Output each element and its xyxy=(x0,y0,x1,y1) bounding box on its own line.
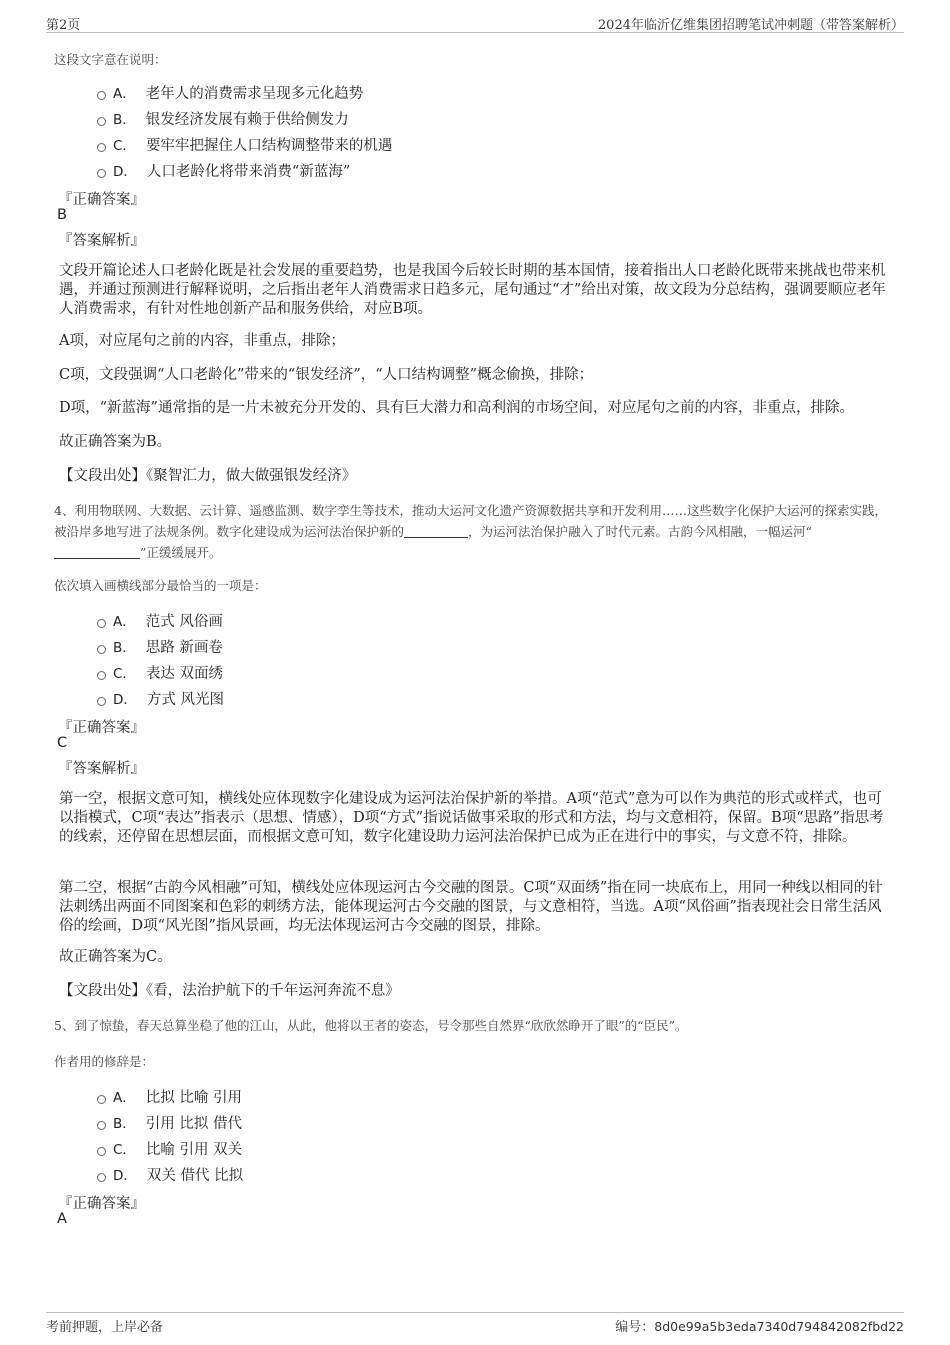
q4-answer-tag: 『正确答案』 xyxy=(58,720,145,736)
q3-analysis-paragraph: C项，文段强调“人口老龄化”带来的“银发经济”，“人口结构调整”概念偷换，排除； xyxy=(59,367,594,383)
radio-icon[interactable] xyxy=(97,1095,106,1104)
page-number: 第2页 xyxy=(46,18,81,33)
radio-icon[interactable] xyxy=(97,671,106,680)
q4-analysis-paragraph: 第一空，根据文意可知，横线处应体现数字化建设成为运河法治保护新的举措。A项“范式”意为可以作为典范的形式或样式，也可以指模式，C项“表达”指表示（思想、情感），D项“方式”指说话做事采取的形式和方法，均与文意相符，保留。B项“思路”指思考的线索，还停留在思想层面，而根据文意可知，数字化建设助力运河法治保护已成为正在进行中的事实，与文意不符，排除。 xyxy=(59,791,884,845)
q3-source: 【文段出处】《聚智汇力，做大做强银发经济》 xyxy=(59,468,357,484)
q4-analysis-paragraph: 第二空，根据“古韵今风相融”可知，横线处应体现运河古今交融的图景。C项“双面绣”指在同一块底布上，用同一种线以相同的针法刺绣出两面不同图案和色彩的刺绣方法，能体现运河古今交融的图景，与文意相符，当选。A项“风俗画”指表现社会日常生活风俗的绘画，D项“风光图”指风景画，均无法体现运河古今交融的图景，排除。 xyxy=(59,880,883,934)
q3-analysis-paragraph: D项，“新蓝海”通常指的是一片未被充分开发的、具有巨大潜力和高利润的市场空间，对应尾句之前的内容，非重点，排除。 xyxy=(59,400,854,416)
radio-icon[interactable] xyxy=(97,619,106,628)
q4-prompt: 依次填入画横线部分最恰当的一项是： xyxy=(54,578,267,593)
page-header xyxy=(46,10,904,33)
radio-icon[interactable] xyxy=(97,1121,106,1130)
q3-answer: B xyxy=(57,207,67,223)
q5-answer: A xyxy=(57,1211,67,1227)
radio-icon[interactable] xyxy=(97,1173,106,1182)
q3-analysis-paragraph: 文段开篇论述人口老龄化既是社会发展的重要趋势，也是我国今后较长时期的基本国情，接着指出人口老龄化既带来挑战也带来机遇，并通过预测进行解释说明，之后指出老年人消费需求日趋多元，尾句通过“才”给出对策，故文段为分总结构，强调要顺应老年人消费需求，有针对性地创新产品和服务供给，对应B项。 xyxy=(59,263,886,317)
radio-icon[interactable] xyxy=(97,117,106,126)
radio-icon[interactable] xyxy=(97,645,106,654)
document-title: 2024年临沂亿维集团招聘笔试冲刺题（带答案解析） xyxy=(597,18,904,33)
blank-line xyxy=(54,558,140,559)
q3-analysis-paragraph: 故正确答案为B。 xyxy=(59,434,172,450)
q3-option-b[interactable]: B． 银发经济发展有赖于供给侧发力 xyxy=(97,108,349,129)
q5-option-a[interactable]: A． 比拟 比喻 引用 xyxy=(97,1086,242,1107)
q3-answer-tag: 『正确答案』 xyxy=(58,192,145,208)
q4-option-c[interactable]: C． 表达 双面绣 xyxy=(97,662,223,683)
page-footer xyxy=(46,1312,904,1337)
blank-line xyxy=(404,537,468,538)
radio-icon[interactable] xyxy=(97,143,106,152)
q3-option-a[interactable]: A． 老年人的消费需求呈现多元化趋势 xyxy=(97,82,363,103)
radio-icon[interactable] xyxy=(97,169,106,178)
q5-prompt: 作者用的修辞是： xyxy=(54,1054,155,1069)
radio-icon[interactable] xyxy=(97,1147,106,1156)
q3-option-d[interactable]: D． 人口老龄化将带来消费“新蓝海” xyxy=(97,160,350,181)
q5-option-d[interactable]: D． 双关 借代 比拟 xyxy=(97,1164,243,1185)
document-code: 编号：8d0e99a5b3eda7340d794842082fbd22 xyxy=(615,1319,904,1335)
q5-question-text: 5、到了惊蛰，春天总算坐稳了他的江山，从此，他将以王者的姿态，号令那些自然界“欣欣然睁开了眼”的“臣民”。 xyxy=(54,1018,688,1033)
q4-analysis-tag: 『答案解析』 xyxy=(58,761,145,777)
q5-answer-tag: 『正确答案』 xyxy=(58,1196,145,1212)
radio-icon[interactable] xyxy=(97,697,106,706)
q4-option-b[interactable]: B． 思路 新画卷 xyxy=(97,636,223,657)
q4-answer: C xyxy=(57,735,68,751)
q3-analysis-paragraph: A项，对应尾句之前的内容，非重点，排除； xyxy=(59,333,345,349)
q5-option-c[interactable]: C． 比喻 引用 双关 xyxy=(97,1138,242,1159)
radio-icon[interactable] xyxy=(97,91,106,100)
q4-option-a[interactable]: A． 范式 风俗画 xyxy=(97,610,223,631)
q4-analysis-paragraph: 故正确答案为C。 xyxy=(59,949,172,965)
q3-analysis-tag: 『答案解析』 xyxy=(58,233,145,249)
q5-option-b[interactable]: B． 引用 比拟 借代 xyxy=(97,1112,242,1133)
q4-option-d[interactable]: D． 方式 风光图 xyxy=(97,688,224,709)
footer-slogan: 考前押题，上岸必备 xyxy=(46,1320,164,1335)
q4-question-text: 4、利用物联网、大数据、云计算、遥感监测、数字孪生等技术，推动大运河文化遗产资源数据共享和开发利用……这些数字化保护大运河的探索实践，被沿岸多地写进了法规条例。数字化建设成为运河法治保护新的 ，为运河法治保护融入了时代元素。古韵今风相融，一幅运河“”正缓缓展开。 xyxy=(54,503,887,560)
q4-source: 【文段出处】《看，法治护航下的千年运河奔流不息》 xyxy=(59,983,400,999)
q3-option-c[interactable]: C． 要牢牢把握住人口结构调整带来的机遇 xyxy=(97,134,392,155)
q3-prompt: 这段文字意在说明： xyxy=(54,52,167,67)
